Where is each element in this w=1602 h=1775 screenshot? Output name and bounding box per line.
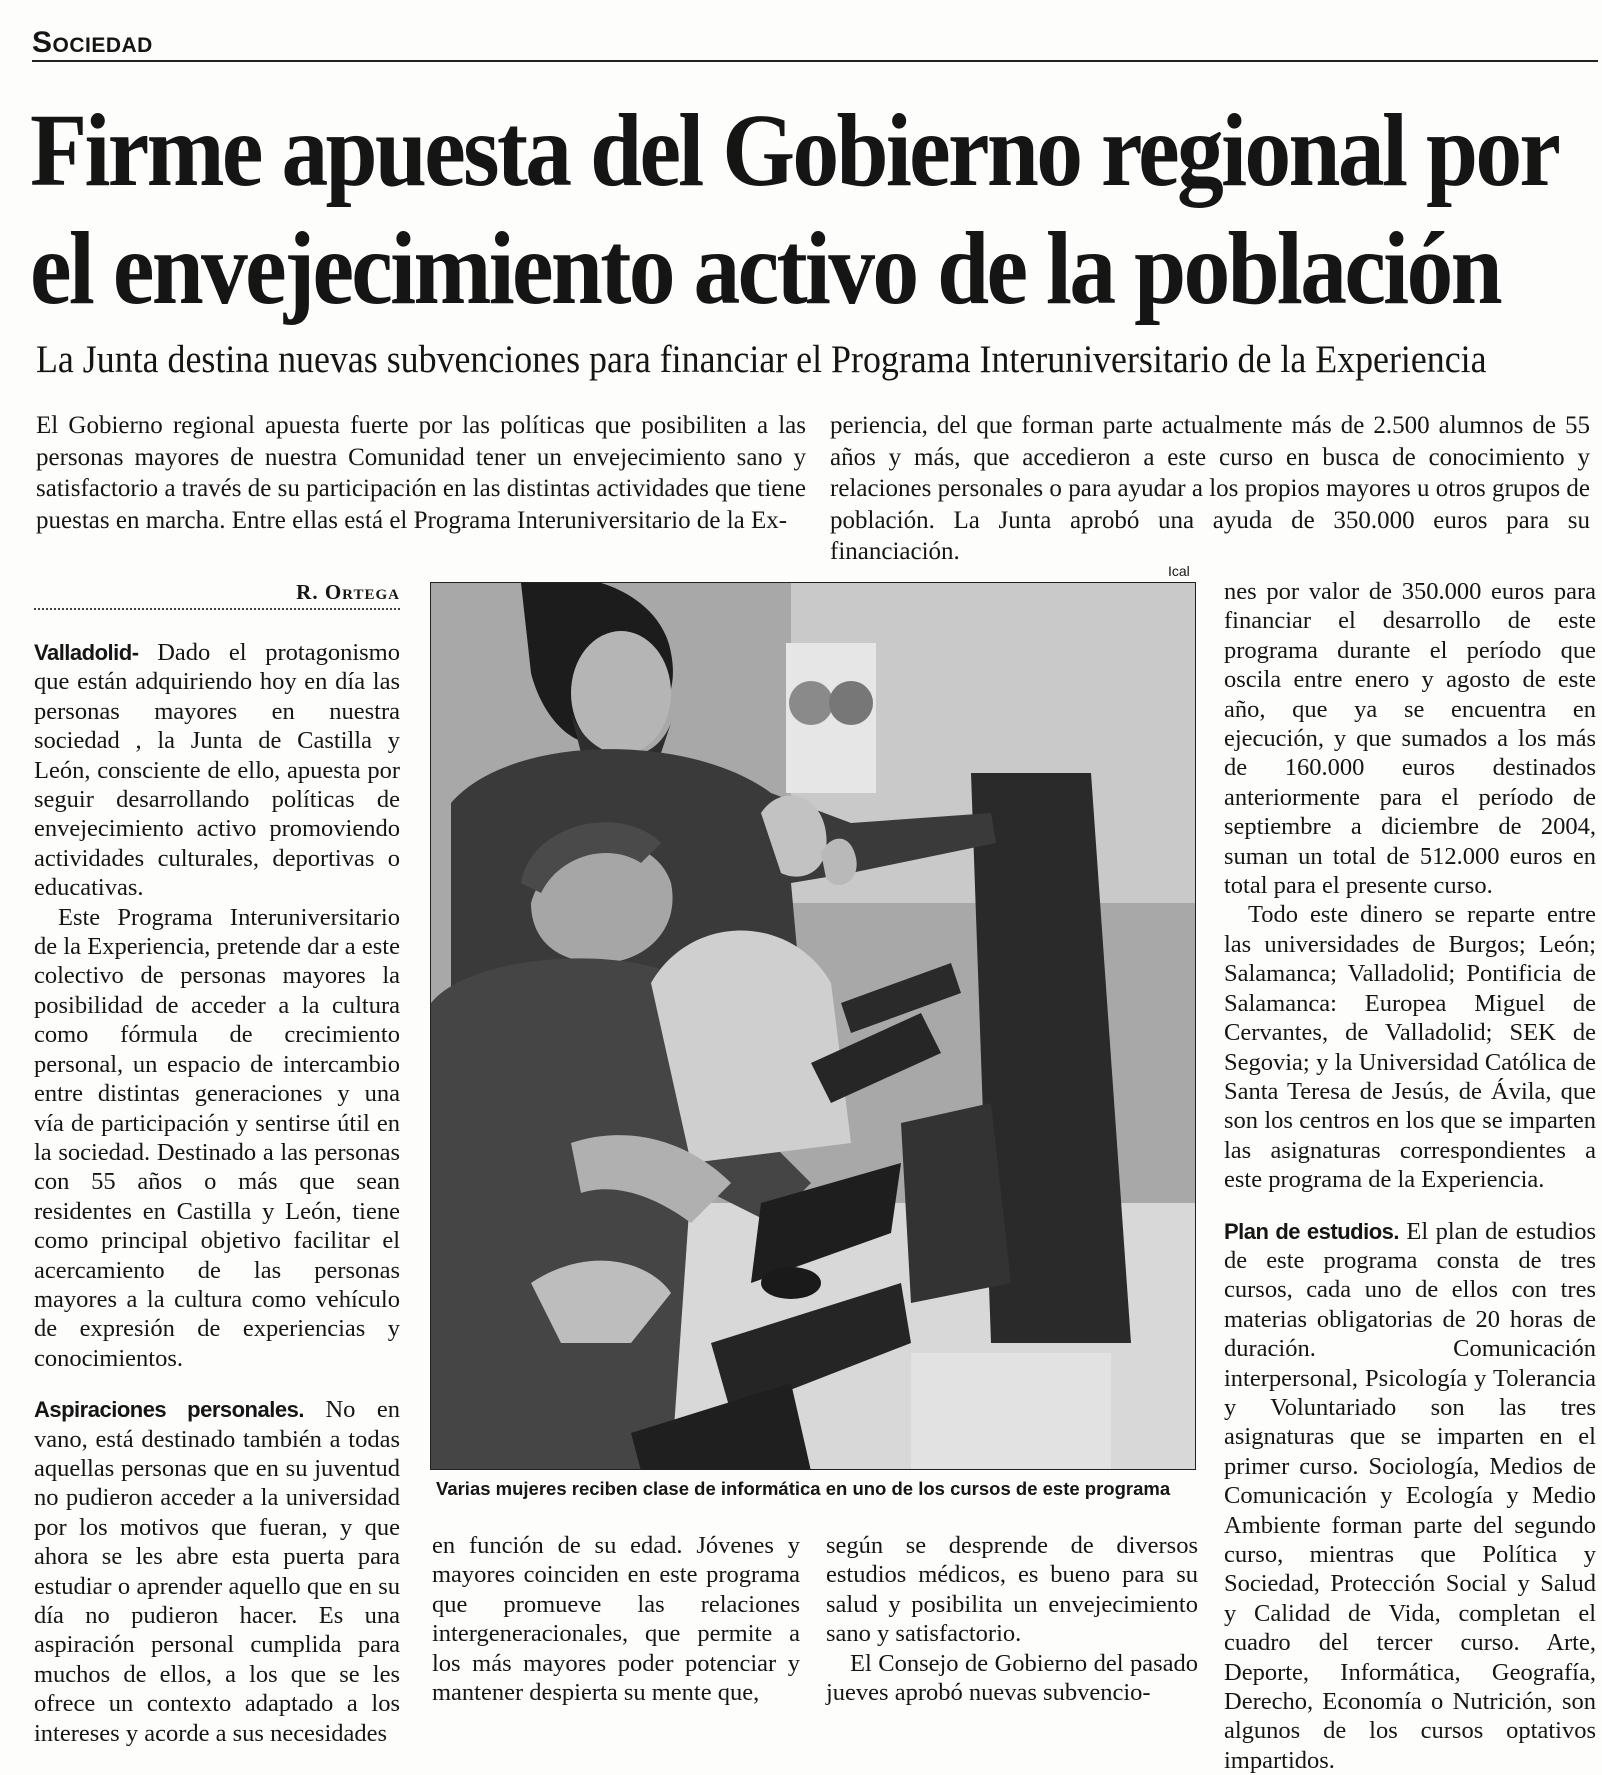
col4-paragraph-2: Todo este dinero se reparte entre las universidades de Burgos; León; Salamanca; Valladolid; Pontificia de Salamanca: Europea Miguel de Cervantes, de Valladolid; SEK de Segovia; y la Universidad Católica de Santa Teresa de Jesús, de Ávila, que son los centros en los que se imparten las asignaturas correspondientes a este programa de la Experiencia. <box>1224 901 1596 1194</box>
article-column-2 <box>432 1531 800 1707</box>
computer-class-photo <box>431 583 1196 1470</box>
dateline: Valladolid- <box>34 640 139 665</box>
col1-paragraph-3: No en vano, está destinado también a todas aquellas personas que en su juventud no pudieron acceder a la universidad por los motivos que fueran, y que ahora se les abre esta puerta para estudiar o aprender aquello que en su día no pudieron hacer. Es una aspiración personal cumplida para muchos de ellos, a los que se les ofrece un contexto adaptado a los intereses y acorde a sus necesidades <box>34 1396 400 1747</box>
photo-credit: Ical <box>1168 563 1190 579</box>
lead-paragraph-right: periencia, del que forman parte actualmente más de 2.500 alumnos de 55 años y más, que accedieron a este curso en busca de conocimiento y relaciones personales o para ayudar a los propios mayores u otros grupos de población. La Junta aprobó una ayuda de 350.000 euros para su financiación. <box>830 412 1590 565</box>
col1-paragraph-1: Dado el protagonismo que están adquiriendo hoy en día las personas mayores en nuestra sociedad , la Junta de Castilla y León, consciente de ello, apuesta por seguir desarrollando políticas de envejecimiento activo promoviendo actividades culturales, deportivas o educativas. <box>34 639 400 902</box>
subheading-plan-estudios: Plan de estudios. <box>1224 1218 1399 1244</box>
subheadline: La Junta destina nuevas subvenciones para financiar el Programa Interuniversitario de la Experiencia <box>36 338 1487 381</box>
photo-caption: Varias mujeres reciben clase de informática en uno de los cursos de este programa <box>436 1478 1171 1499</box>
col3-paragraph-1: según se desprende de diversos estudios médicos, es bueno para su salud y posibilita un envejecimiento sano y satisfactorio. <box>826 1532 1198 1648</box>
col4-paragraph-3: El plan de estudios de este programa consta de tres cursos, cada uno de ellos con tres materias obligatorias de 20 horas de duración. Comunicación interpersonal, Psicología y Tolerancia y Voluntariado son las tres asignaturas que se imparten en el primer curso. Sociología, Medios de Comunicación y Ecología y Medio Ambiente forman parte del segundo curso, mientras que Política y Sociedad, Protección Social y Salud y Calidad de Vida, completan el cuadro del tercer curso. Arte, Deporte, Informática, Geografía, Derecho, Economía o Nutrición, son algunos de los cursos optativos impartidos. <box>1224 1217 1597 1774</box>
subheading-aspiraciones: Aspiraciones personales. <box>34 1397 304 1423</box>
news-photo <box>430 582 1196 1470</box>
headline-line-2: el envejecimiento activo de la población <box>30 211 1500 326</box>
col1-paragraph-2: Este Programa Interuniversitario de la Experiencia, pretende dar a este colectivo de personas mayores la posibilidad de acceder a la cultura como fórmula de crecimiento personal, un espacio de intercambio entre distintas generaciones y una vía de participación y sentirse útil en la sociedad. Destinado a las personas con 55 años o más que sean residentes en Castilla y León, tiene como principal objetivo facilitar el acercamiento de las personas mayores a la cultura como vehículo de expresión de experiencias y conocimientos. <box>34 903 400 1372</box>
section-label: Sociedad <box>32 26 153 59</box>
byline-rule <box>34 608 400 610</box>
headline <box>30 92 1559 328</box>
section-rule <box>32 60 1598 62</box>
byline: R. Ortega <box>296 580 400 604</box>
col2-paragraph-1: en función de su edad. Jóvenes y mayores coinciden en este programa que promueve las relaciones intergeneracionales, que permite a los más mayores poder potenciar y mantener despierta su mente que, <box>432 1532 800 1707</box>
col4-paragraph-1: nes por valor de 350.000 euros para financiar el desarrollo de este programa durante el período que oscila entre enero y agosto de este año, que ya se encuentra en ejecución, y que sumados a los más de 160.000 euros destinados anteriormente para el período de septiembre a diciembre de 2004, suman un total de 512.000 euros en total para el presente curso. <box>1224 578 1596 900</box>
article-column-4 <box>1224 577 1596 1775</box>
col3-paragraph-2: El Consejo de Gobierno del pasado jueves aprobó nuevas subvencio- <box>826 1649 1198 1707</box>
article-column-1 <box>34 638 400 1748</box>
headline-line-1: Firme apuesta del Gobierno regional por <box>30 93 1559 208</box>
lead-paragraph-left: El Gobierno regional apuesta fuerte por las políticas que posibiliten a las personas mayores de nuestra Comunidad tener un envejecimiento sano y satisfactorio a través de su participación en las distintas actividades que tiene puestas en marcha. Entre ellas está el Programa Interuniversitario de la Ex- <box>36 412 806 534</box>
article-column-3 <box>826 1531 1198 1707</box>
